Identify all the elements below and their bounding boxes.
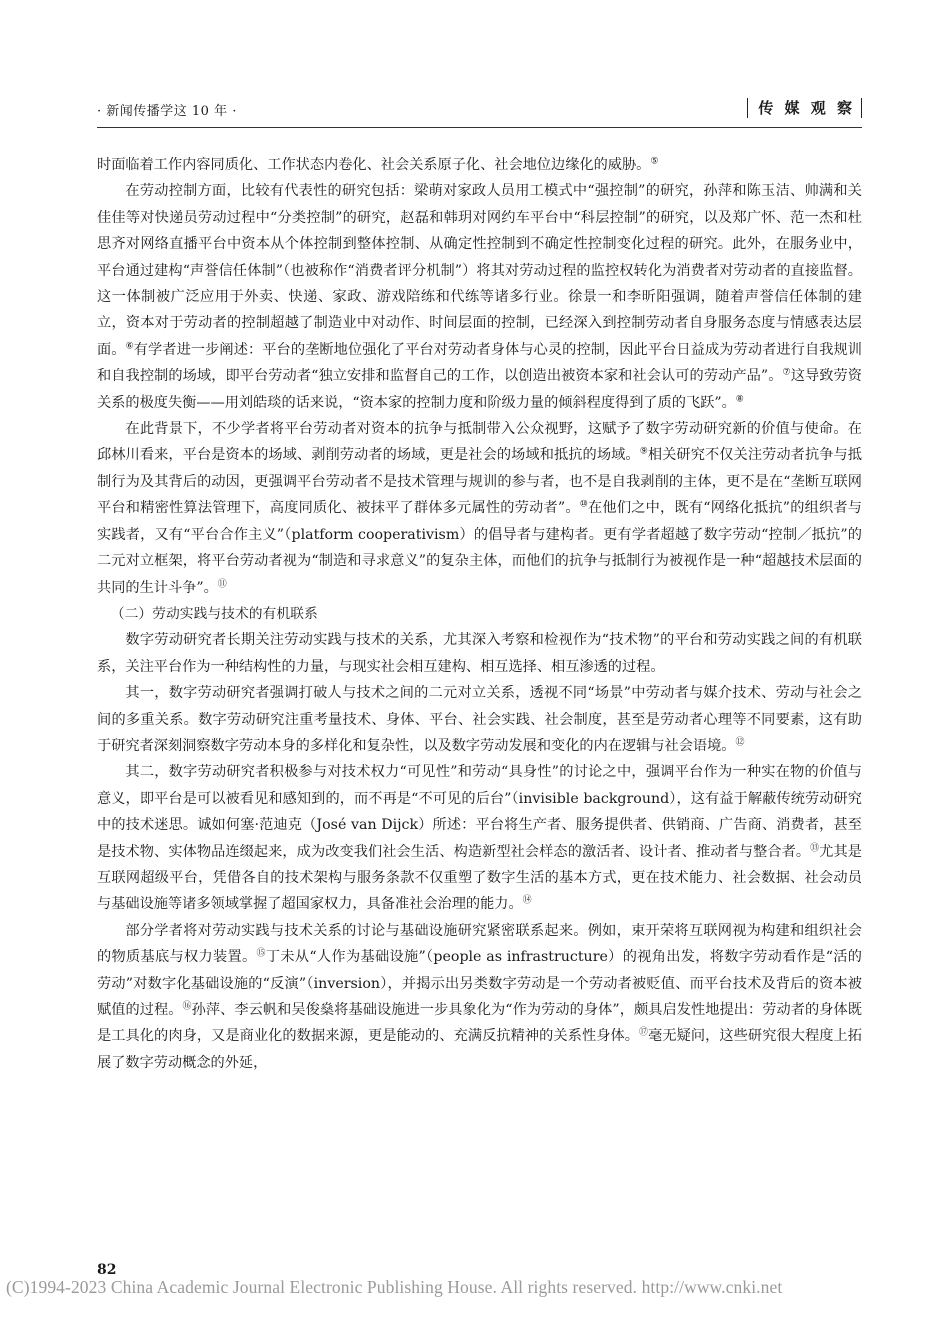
footnote-marker[interactable]: ⑩ — [579, 499, 589, 510]
paragraph-3: 在此背景下，不少学者将平台劳动者对资本的抗争与抵制带入公众视野，这赋予了数字劳动研究新的价值与使命。在邱林川看来，平台是资本的场域、剥削劳动者的场域，更是社会的场域和抵抗的场域。⑨相关研究不仅关注劳动者抗争与抵制行为及其背后的动因，更强调平台劳动者不是技术管理与规训的参与者，也不是自我剥削的主体，更不是在“垄断互联网平台和精密性算法管理下，高度同质化、被抹平了群体多元属性的劳动者”。⑩在他们之中，既有“网络化抵抗”的组织者与实践者，又有“平台合作主义”（platform cooperativism）的倡导者与建构者。更有学者超越了数字劳动“控制／抵抗”的二元对立框架，将平台劳动者视为“制造和寻求意义”的复杂主体，而他们的抗争与抵制行为被视作是一种“超越技术层面的共同的生计斗争”。⑪ — [97, 421, 862, 596]
running-header — [97, 96, 862, 122]
paragraph-5: 其一，数字劳动研究者强调打破人与技术之间的二元对立关系，透视不同“场景”中劳动者与媒介技术、劳动与社会之间的多重关系。数字劳动研究注重考量技术、身体、平台、社会实践、社会制度，甚至是劳动者心理等不同要素，这有助于研究者深刻洞察数字劳动本身的多样化和复杂性，以及数字劳动发展和变化的内在逻辑与社会语境。⑫ — [97, 685, 862, 754]
footnote-marker[interactable]: ⑤ — [650, 156, 659, 167]
footnote-marker[interactable]: ⑯ — [182, 1001, 192, 1012]
footnote-marker[interactable]: ⑰ — [639, 1027, 649, 1038]
header-rule — [97, 127, 862, 128]
footnote-marker[interactable]: ⑨ — [639, 446, 648, 457]
footnote-marker[interactable]: ⑫ — [735, 737, 745, 748]
section-subheading: （二）劳动实践与技术的有机联系 — [110, 605, 318, 622]
page-number: 82 — [97, 1262, 117, 1278]
paragraph-7: 部分学者将对劳动实践与技术关系的讨论与基础设施研究紧密联系起来。例如，束开荣将互联网视为构建和组织社会的物质基底与权力装置。⑮丁未从“人作为基础设施”（people as infrastructure）的视角出发，将数字劳动看作是“活的劳动”对数字化基础设施的“反演”（inversion），并揭示出另类数字劳动是一个劳动者被贬值、而平台技术及背后的资本被赋值的过程。⑯孙萍、李云帆和吴俊燊将基础设施进一步具象化为“作为劳动的身体”，颇具启发性地提出：劳动者的身体既是工具化的肉身，又是商业化的数据来源，更是能动的、充满反抗精神的关系性身体。⑰毫无疑问，这些研究很大程度上拓展了数字劳动概念的外延， — [97, 922, 862, 1071]
footnote-marker[interactable]: ⑦ — [782, 367, 791, 378]
footnote-marker[interactable]: ⑪ — [217, 578, 227, 589]
paragraph-1: 时面临着工作内容同质化、工作状态内卷化、社会关系原子化、社会地位边缘化的威胁。⑤ — [97, 156, 659, 173]
section-label: · 新闻传播学这 10 年 · — [97, 104, 237, 119]
paragraph-2: 在劳动控制方面，比较有代表性的研究包括：梁萌对家政人员用工模式中“强控制”的研究，孙萍和陈玉洁、帅满和关佳佳等对快递员劳动过程中“分类控制”的研究，赵磊和韩玥对网约车平台中“科层控制”的研究，以及郑广怀、范一杰和杜思齐对网络直播平台中资本从个体控制到整体控制、从确定性控制到不确定性控制变化过程的研究。此外，在服务业中，平台通过建构“声誉信任体制”（也被称作“消费者评分机制”）将其对劳动过程的监控权转化为消费者对劳动者的直接监督。这一体制被广泛应用于外卖、快递、家政、游戏陪练和代练等诸多行业。徐景一和李昕阳强调，随着声誉信任体制的建立，资本对于劳动者的控制超越了制造业中对动作、时间层面的控制，已经深入到控制劳动者自身服务态度与情感表达层面。⑥有学者进一步阐述：平台的垄断地位强化了平台对劳动者身体与心灵的控制，因此平台日益成为劳动者进行自我规训和自我控制的场域，即平台劳动者“独立安排和监督自己的工作，以创造出被资本家和社会认可的劳动产品”。⑦这导致劳资关系的极度失衡——用刘皓琰的话来说，“资本家的控制力度和阶级力量的倾斜程度得到了质的飞跃”。⑧ — [97, 183, 862, 411]
footnote-marker[interactable]: ⑬ — [810, 842, 820, 853]
copyright-footer: (C)1994-2023 China Academic Journal Electronic Publishing House. All rights reserved. http://www.cnki.net — [6, 1277, 783, 1297]
footnote-marker[interactable]: ⑥ — [125, 341, 134, 352]
footnote-marker[interactable]: ⑮ — [256, 948, 266, 959]
paragraph-4: 数字劳动研究者长期关注劳动实践与技术的关系，尤其深入考察和检视作为“技术物”的平台和劳动实践之间的有机联系，关注平台作为一种结构性的力量，与现实社会相互建构、相互选择、相互渗透的过程。 — [97, 632, 862, 675]
paragraph-6: 其二，数字劳动研究者积极参与对技术权力“可见性”和劳动“具身性”的讨论之中，强调平台作为一种实在物的价值与意义，即平台是可以被看见和感知到的，而不再是“不可见的后台”（invisible background），这有益于解蔽传统劳动研究中的技术迷思。诚如何塞·范迪克（José van Dijck）所述：平台将生产者、服务提供者、供销商、广告商、消费者，甚至是技术物、实体物品连缀起来，成为改变我们社会生活、构造新型社会样态的激活者、设计者、推动者与整合者。⑬尤其是互联网超级平台，凭借各自的技术架构与服务条款不仅重塑了数字生活的基本方式，更在技术能力、社会数据、社会动员与基础设施等诸多领域掌握了超国家权力，具备准社会治理的能力。⑭ — [97, 764, 862, 913]
footnote-marker[interactable]: ⑧ — [735, 393, 744, 404]
column-title: 传 媒 观 察 — [747, 98, 862, 118]
footnote-marker[interactable]: ⑭ — [522, 895, 532, 906]
article-body — [97, 152, 862, 1076]
